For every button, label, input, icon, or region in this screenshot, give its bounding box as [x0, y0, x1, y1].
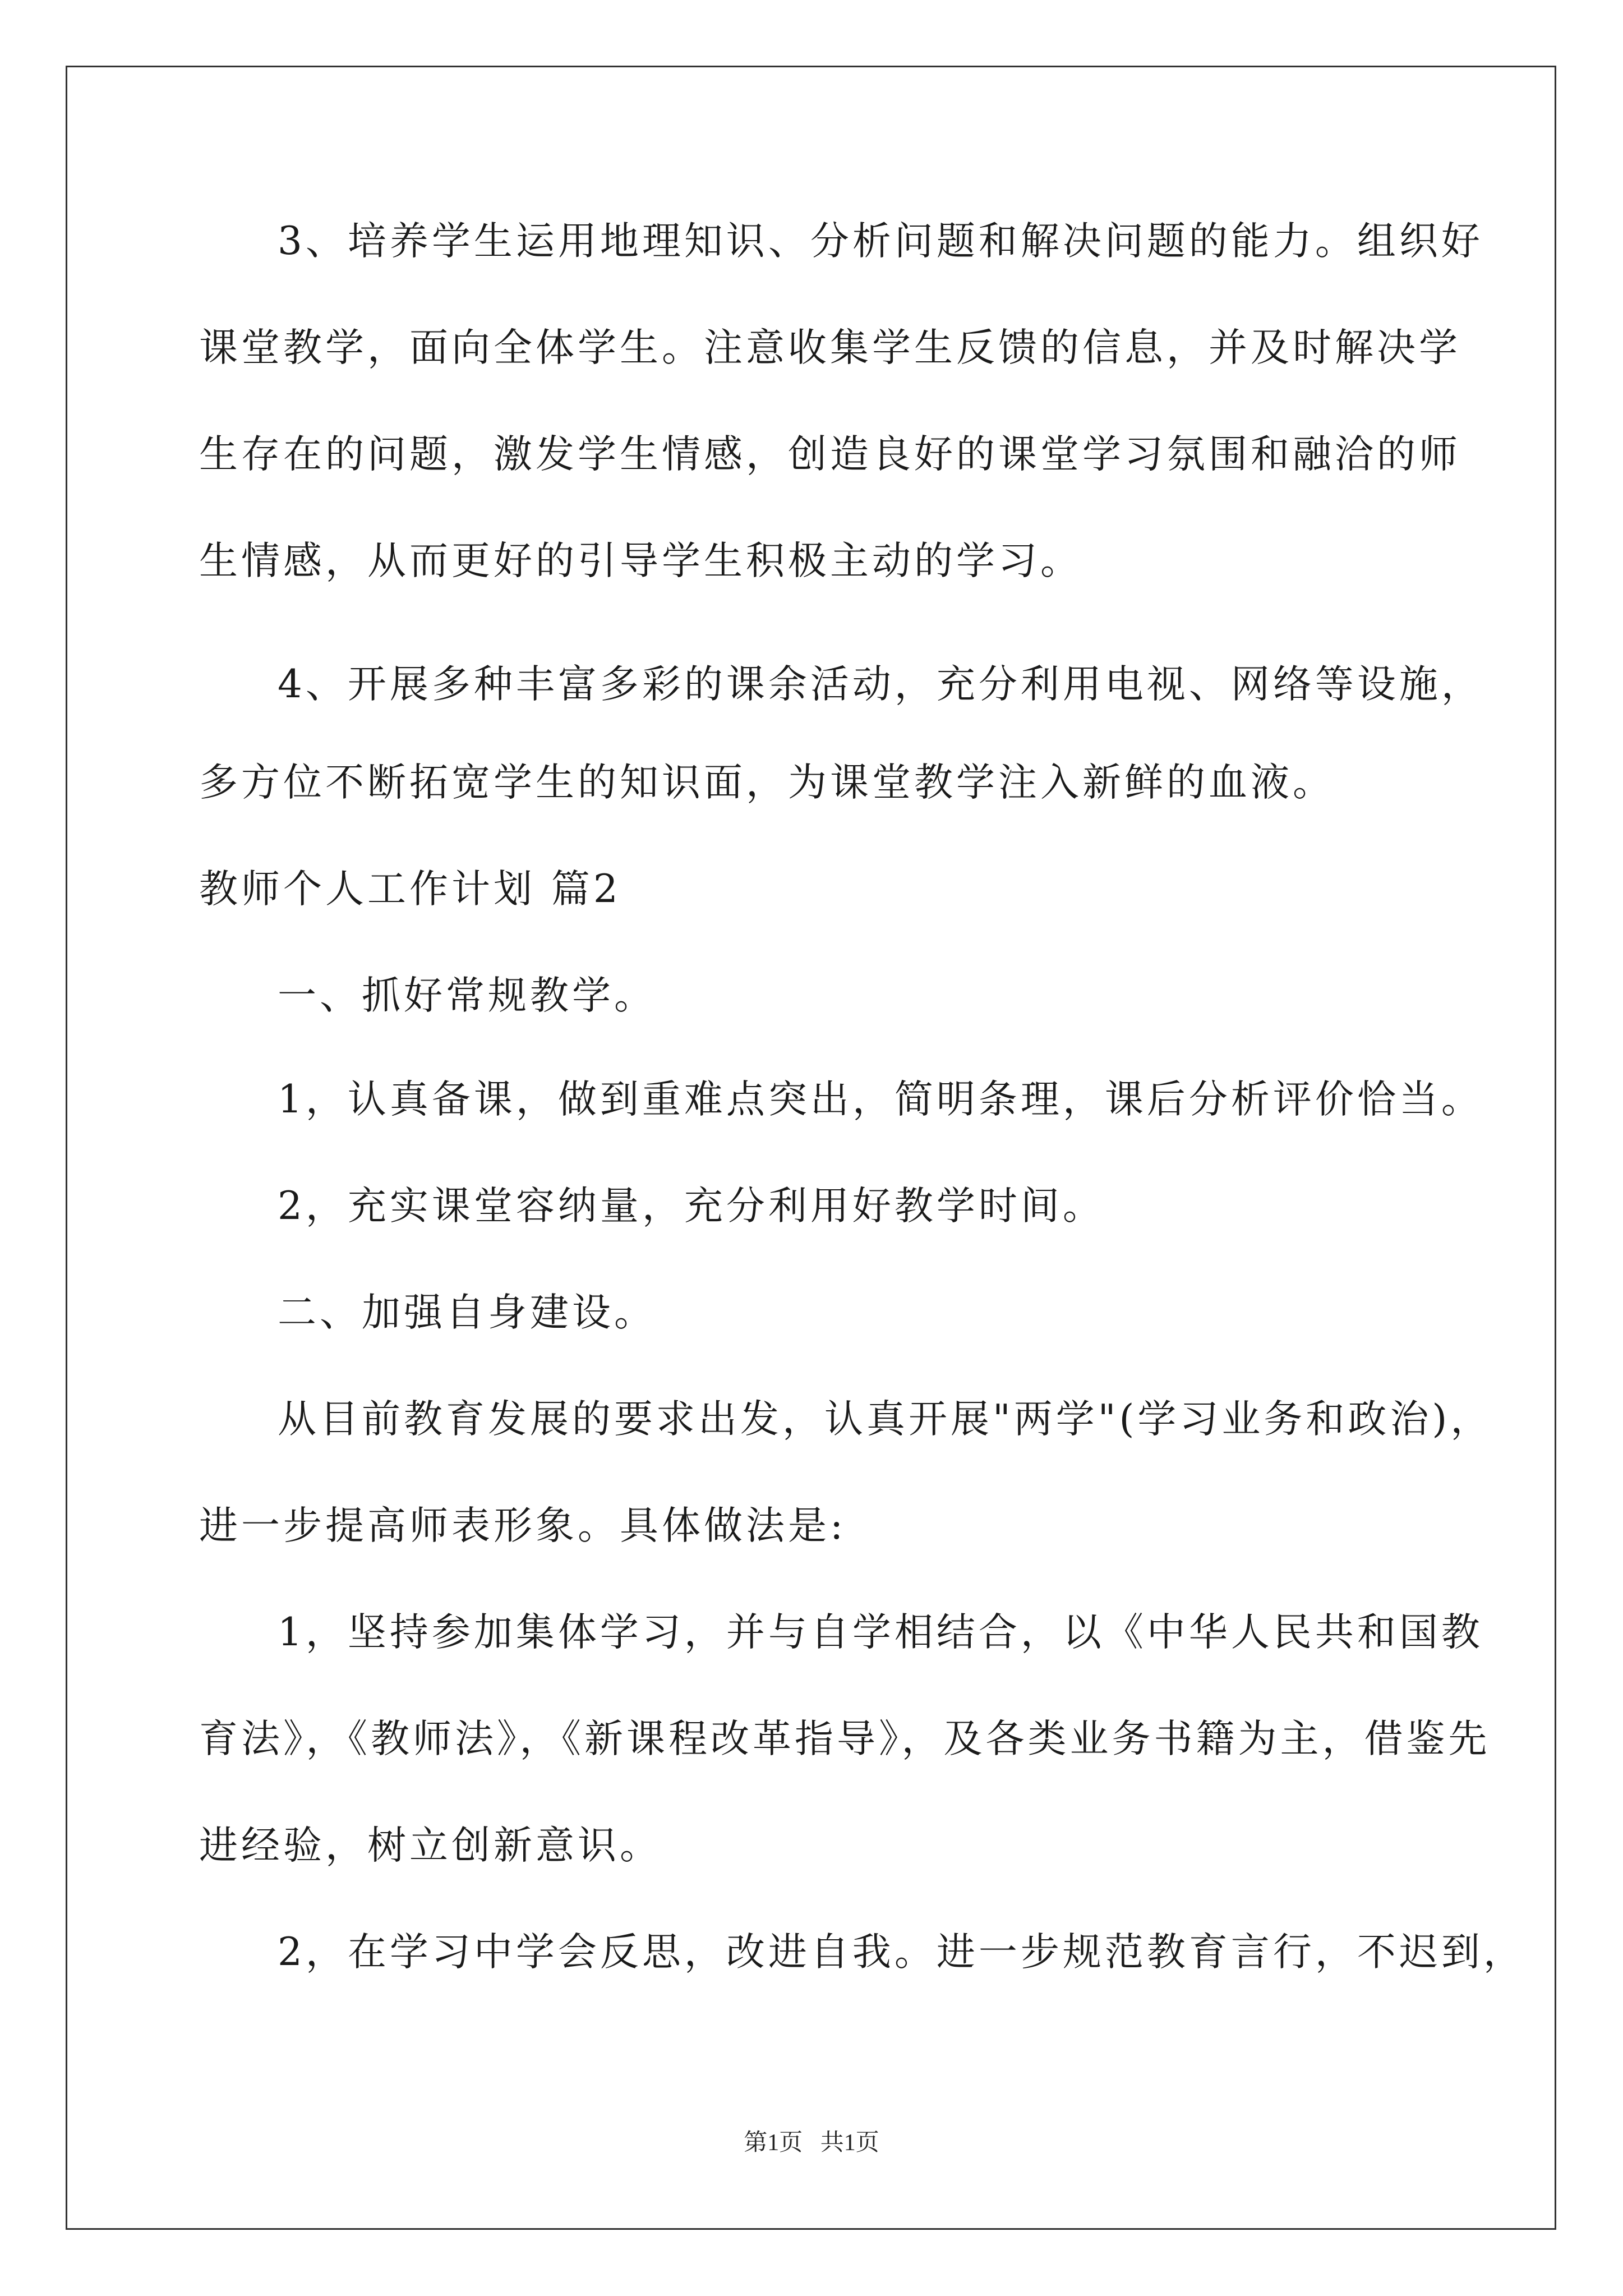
paragraph-line: 生存在的问题，激发学生情感，创造良好的课堂学习氛围和融洽的师: [199, 432, 1461, 477]
paragraph-line: 1，认真备课，做到重难点突出，简明条理，课后分析评价恰当。: [278, 1077, 1483, 1122]
paragraph-line: 育法》，《教师法》，《新课程改革指导》，及各类业务书籍为主，借鉴先: [199, 1717, 1491, 1761]
paragraph-line: 生情感，从而更好的引导学生积极主动的学习。: [199, 539, 1082, 583]
section-heading: 教师个人工作计划 篇2: [199, 867, 621, 912]
paragraph-line: 进经验，树立创新意识。: [199, 1823, 662, 1868]
paragraph-line: 1，坚持参加集体学习，并与自学相结合，以《中华人民共和国教: [278, 1610, 1483, 1655]
paragraph-line: 从目前教育发展的要求出发，认真开展"两学"(学习业务和政治)，: [278, 1397, 1493, 1442]
paragraph-line: 2，充实课堂容纳量，充分利用好教学时间。: [278, 1184, 1105, 1228]
paragraph-line: 一、抓好常规教学。: [278, 973, 656, 1018]
paragraph-line: 2，在学习中学会反思，改进自我。进一步规范教育言行，不迟到，: [278, 1930, 1525, 1975]
page-footer: 第1页 共1页: [744, 2130, 879, 2156]
paragraph-line: 进一步提高师表形象。具体做法是:: [199, 1503, 847, 1548]
paragraph-line: 4、开展多种丰富多彩的课余活动，充分利用电视、网络等设施，: [278, 662, 1483, 707]
paragraph-line: 二、加强自身建设。: [278, 1290, 656, 1335]
paragraph-line: 课堂教学，面向全体学生。注意收集学生反馈的信息，并及时解决学: [199, 325, 1461, 370]
paragraph-line: 3、培养学生运用地理知识、分析问题和解决问题的能力。组织好: [278, 219, 1483, 264]
paragraph-line: 多方位不断拓宽学生的知识面，为课堂教学注入新鲜的血液。: [199, 760, 1335, 805]
page-border: [66, 66, 1556, 2230]
